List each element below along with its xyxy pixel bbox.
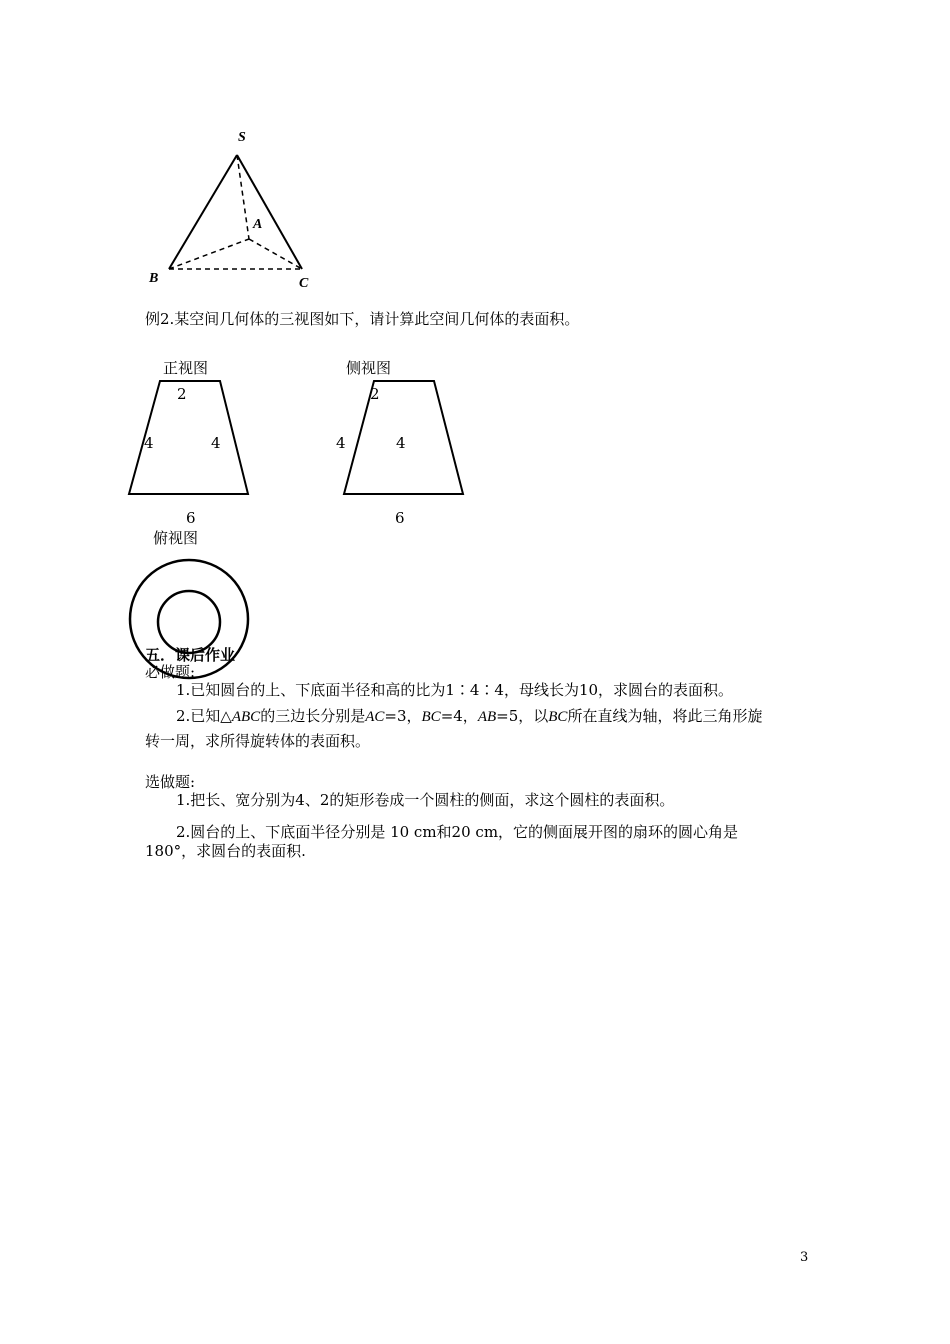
side-view-left-dim: 4 bbox=[336, 434, 346, 452]
vertex-b-label: B bbox=[149, 271, 159, 286]
side-view-bottom-dim: 6 bbox=[395, 509, 405, 527]
example2-text: 例2.某空间几何体的三视图如下，请计算此空间几何体的表面积。 bbox=[145, 310, 580, 328]
optional-item-1: 1.把长、宽分别为4、2的矩形卷成一个圆柱的侧面，求这个圆柱的表面积。 bbox=[176, 791, 675, 809]
vertex-a-label: A bbox=[253, 217, 263, 232]
front-view-left-dim: 4 bbox=[144, 434, 154, 452]
required-item-2-line2: 转一周，求所得旋转体的表面积。 bbox=[145, 732, 371, 750]
vertex-c-label: C bbox=[299, 276, 309, 291]
required-item-1: 1.已知圆台的上、下底面半径和高的比为1∶4∶4，母线长为10，求圆台的表面积。 bbox=[176, 681, 734, 699]
front-view-bottom-dim: 6 bbox=[186, 509, 196, 527]
optional-label: 选做题: bbox=[145, 773, 196, 791]
side-view-title: 侧视图 bbox=[346, 359, 392, 377]
side-view-top-dim: 2 bbox=[370, 385, 380, 403]
side-view-right-dim: 4 bbox=[396, 434, 406, 452]
optional-item-2-line2: 180°，求圆台的表面积. bbox=[145, 842, 306, 860]
front-view-title: 正视图 bbox=[163, 359, 209, 377]
required-item-2-line1: 2.已知△ABC的三边长分别是AC=3，BC=4，AB=5，以BC所在直线为轴，将此三角形旋 bbox=[176, 707, 763, 725]
page-number: 3 bbox=[800, 1250, 809, 1265]
vertex-s-label: S bbox=[238, 130, 246, 145]
homework-heading: 五．课后作业 bbox=[145, 646, 236, 664]
top-view-inner-circle bbox=[158, 591, 220, 653]
required-label: 必做题: bbox=[145, 663, 196, 681]
front-view-top-dim: 2 bbox=[177, 385, 187, 403]
optional-item-2-line1: 2.圆台的上、下底面半径分别是 10 cm和20 cm，它的侧面展开图的扇环的圆心角是 bbox=[176, 823, 739, 841]
front-view-right-dim: 4 bbox=[211, 434, 221, 452]
top-view-title: 俯视图 bbox=[153, 529, 199, 547]
